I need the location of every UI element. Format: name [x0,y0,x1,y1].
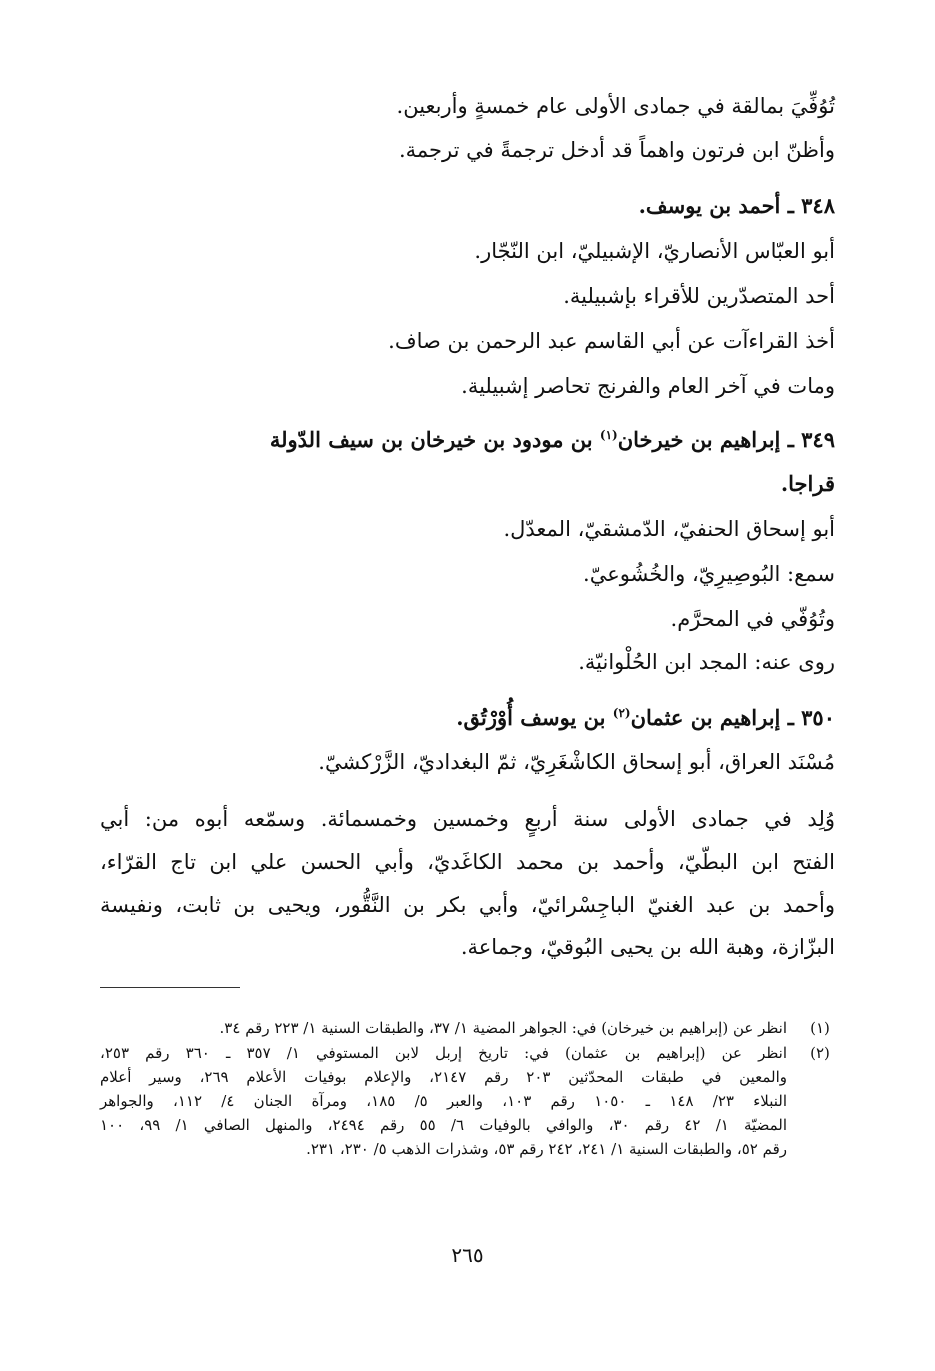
entry-349-heading-lineage: بن مودود بن خيرخان بن سيف الدّولة [269,427,600,452]
entry-349-heading-name: ٣٤٩ ـ إبراهيم بن خيرخان [617,427,835,452]
entry-349-line-3: وتُوُفّي في المحرَّم. [670,607,835,631]
footnote-mark-2: (٢) [612,706,631,720]
entry-350-para-line-2: الفتح ابن البطّيّ، وأحمد بن محمد الكاغَديّ، وأبي الحسن علي ابن تاج القرّاء، [100,850,835,874]
intro-line-2: وأظنّ ابن فرتون واهماً قد أدخل ترجمةً في ترجمة. [398,138,835,162]
footnote-2-line-3: النبلاء ٢٣/ ١٤٨ ـ ١٠٥٠ رقم ١٠٣، والعبر ٥/ ١٨٥، ومرآة الجنان ٤/ ١١٢، والجواهر [100,1092,788,1110]
footnote-2-line-4: المضيّة ١/ ٤٢ رقم ٣٠، والوافي بالوفيات ٦/ ٥٥ رقم ٢٤٩٤، والمنهل الصافي ١/ ٩٩، ١٠٠ [100,1116,787,1134]
intro-line-1: تُوُفِّيَ بمالقة في جمادى الأولى عام خمسةٍ وأربعين. [396,94,835,118]
entry-349-heading [100,424,835,456]
entry-350-heading-name: ٣٥٠ ـ إبراهيم بن عثمان [630,705,835,730]
entry-349-line-1: أبو إسحاق الحنفيّ، الدّمشقيّ، المعدّل. [503,517,835,541]
document-page [100,80,835,1310]
entry-350-heading [100,702,835,734]
entry-348-heading: ٣٤٨ ـ أحمد بن يوسف. [638,193,835,218]
entry-349-line-4: روى عنه: المجد ابن الحُلْوانيّة. [578,650,835,674]
footnote-1-number: (١) [810,1019,830,1037]
footnote-mark-1: (١) [599,428,618,442]
entry-350-para-line-3: وأحمد بن عبد الغنيّ الباجِسْرائيّ، وأبي بكر بن النَّقُّور، ويحيى بن ثابت، ونفيسة [100,893,835,917]
entry-349-line-2: سمع: البُوصِيرِيّ، والخُشُوعيّ. [583,562,835,586]
page-number: ٢٦٥ [451,1243,484,1267]
footnote-2-number: (٢) [810,1044,830,1062]
entry-348-line-2: أحد المتصدّرين للأقراء بإشبيلية. [563,284,835,308]
footnote-2-line-2: والمعين في طبقات المحدّثين ٢٠٣ رقم ٢١٤٧، والإعلام بوفيات الأعلام ٢٦٩، وسير أعلام [100,1068,787,1086]
footnote-2-line-1: انظر عن (إبراهيم بن عثمان) في: تاريخ إربل لابن المستوفي ١/ ٣٥٧ ـ ٣٦٠ رقم ٢٥٣، [100,1044,787,1062]
footnote-1-text: انظر عن (إبراهيم بن خيرخان) في: الجواهر المضية ١/ ٣٧، والطبقات السنية ١/ ٢٢٣ رقم ٣٤. [219,1019,787,1037]
entry-350-heading-lineage: بن يوسف أُوْرْتُق. [456,705,613,730]
footnote-separator [100,987,240,988]
entry-350-para-line-4: البزّازة، وهبة الله بن يحيى البُوقيّ، وجماعة. [460,935,835,959]
entry-348-line-1: أبو العبّاس الأنصاريّ، الإشبيليّ، ابن النّجّار. [474,239,835,263]
entry-348-line-4: ومات في آخر العام والفرنج تحاصر إشبيلية. [461,374,835,398]
entry-348-line-3: أخذ القراءآت عن أبي القاسم عبد الرحمن بن صاف. [388,329,835,353]
entry-350-line-1: مُسْنَد العراق، أبو إسحاق الكاشْغَرِيّ، ثمّ البغداديّ، الزَّرْكشيّ. [318,750,835,774]
entry-350-para-line-1: وُلِد في جمادى الأولى سنة أربعٍ وخمسين وخمسمائة. وسمّعه أبوه من: أبي [100,807,835,831]
entry-349-heading-cont: قراجا. [780,471,835,496]
footnote-2-line-5: رقم ٥٢، والطبقات السنية ١/ ٢٤١، ٢٤٢ رقم ٥٣، وشذرات الذهب ٥/ ٢٣٠، ٢٣١. [306,1140,787,1158]
